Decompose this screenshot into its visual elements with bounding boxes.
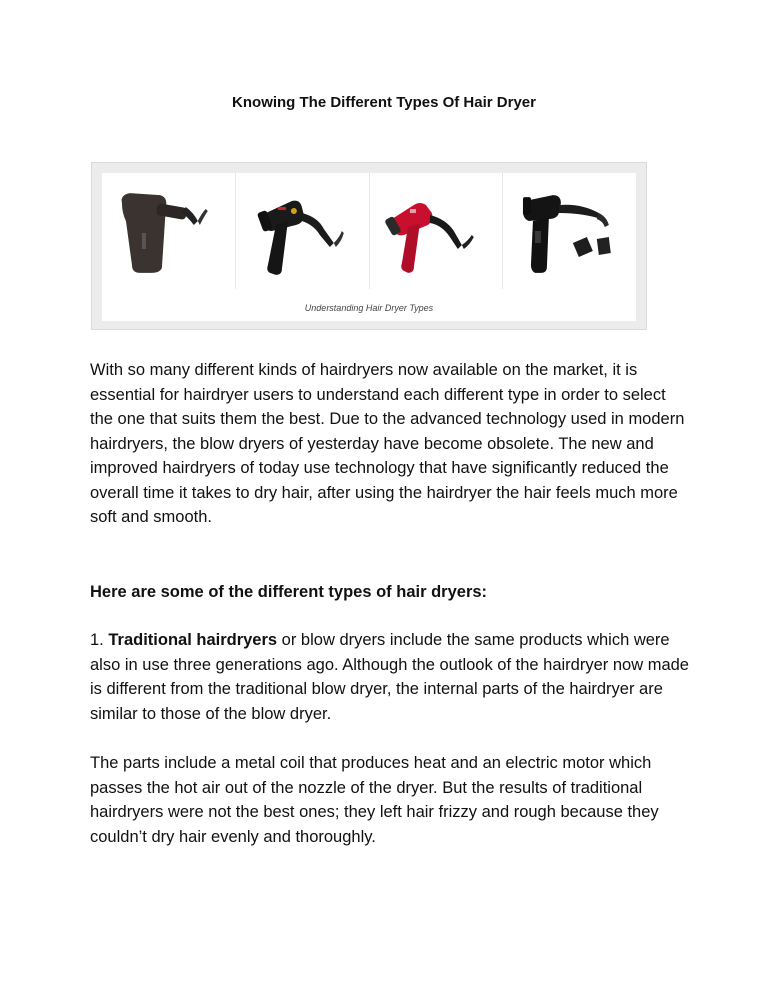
- page-title: Knowing The Different Types Of Hair Dryer: [232, 94, 536, 111]
- dryer-image-3: [370, 173, 504, 289]
- dryer-image-2: [236, 173, 370, 289]
- list-item-traditional-hairdryers: [90, 628, 690, 726]
- figure-panel: [102, 173, 636, 321]
- hair-dryer-types-figure: [91, 162, 647, 330]
- black-ionic-hair-dryer-icon: [503, 173, 636, 289]
- black-hair-dryer-icon: [236, 173, 369, 289]
- dryer-image-row: [102, 173, 636, 289]
- dryer-image-1: [102, 173, 236, 289]
- intro-paragraph: With so many different kinds of hairdryers now available on the market, it is essential for hairdryer users to understand each different type in order to select the one that suits them the best. Due to the advanced technology used in modern hairdryers, the blow dryers of yesterday have become obsolete. The new and improved hairdryers of today use technology that have significantly reduced the overall time it takes to dry hair, after using the hairdryer the hair feels much more soft and smooth.: [90, 361, 685, 526]
- list-item-number: 1.: [90, 631, 109, 649]
- list-item-term: Traditional hairdryers: [108, 631, 278, 649]
- parts-paragraph: The parts include a metal coil that produces heat and an electric motor which passes the hot air out of the nozzle of the dryer. But the results of traditional hairdryers were not the best ones; they left hair frizzy and rough because they couldn’t dry hair evenly and thoroughly.: [90, 754, 659, 846]
- list-item-text: or blow dryers include the same products which were also in use three generations ago. Although the outlook of the hairdryer now made is different from the traditional blow dryer, the internal parts of the hairdryer are similar to those of the blow dryer.: [90, 631, 689, 723]
- brown-hair-dryer-icon: [102, 173, 235, 289]
- dryer-image-4: [503, 173, 636, 289]
- red-hair-dryer-icon: [370, 173, 503, 289]
- types-heading: Here are some of the different types of hair dryers:: [90, 583, 488, 601]
- figure-caption: Understanding Hair Dryer Types: [304, 303, 434, 313]
